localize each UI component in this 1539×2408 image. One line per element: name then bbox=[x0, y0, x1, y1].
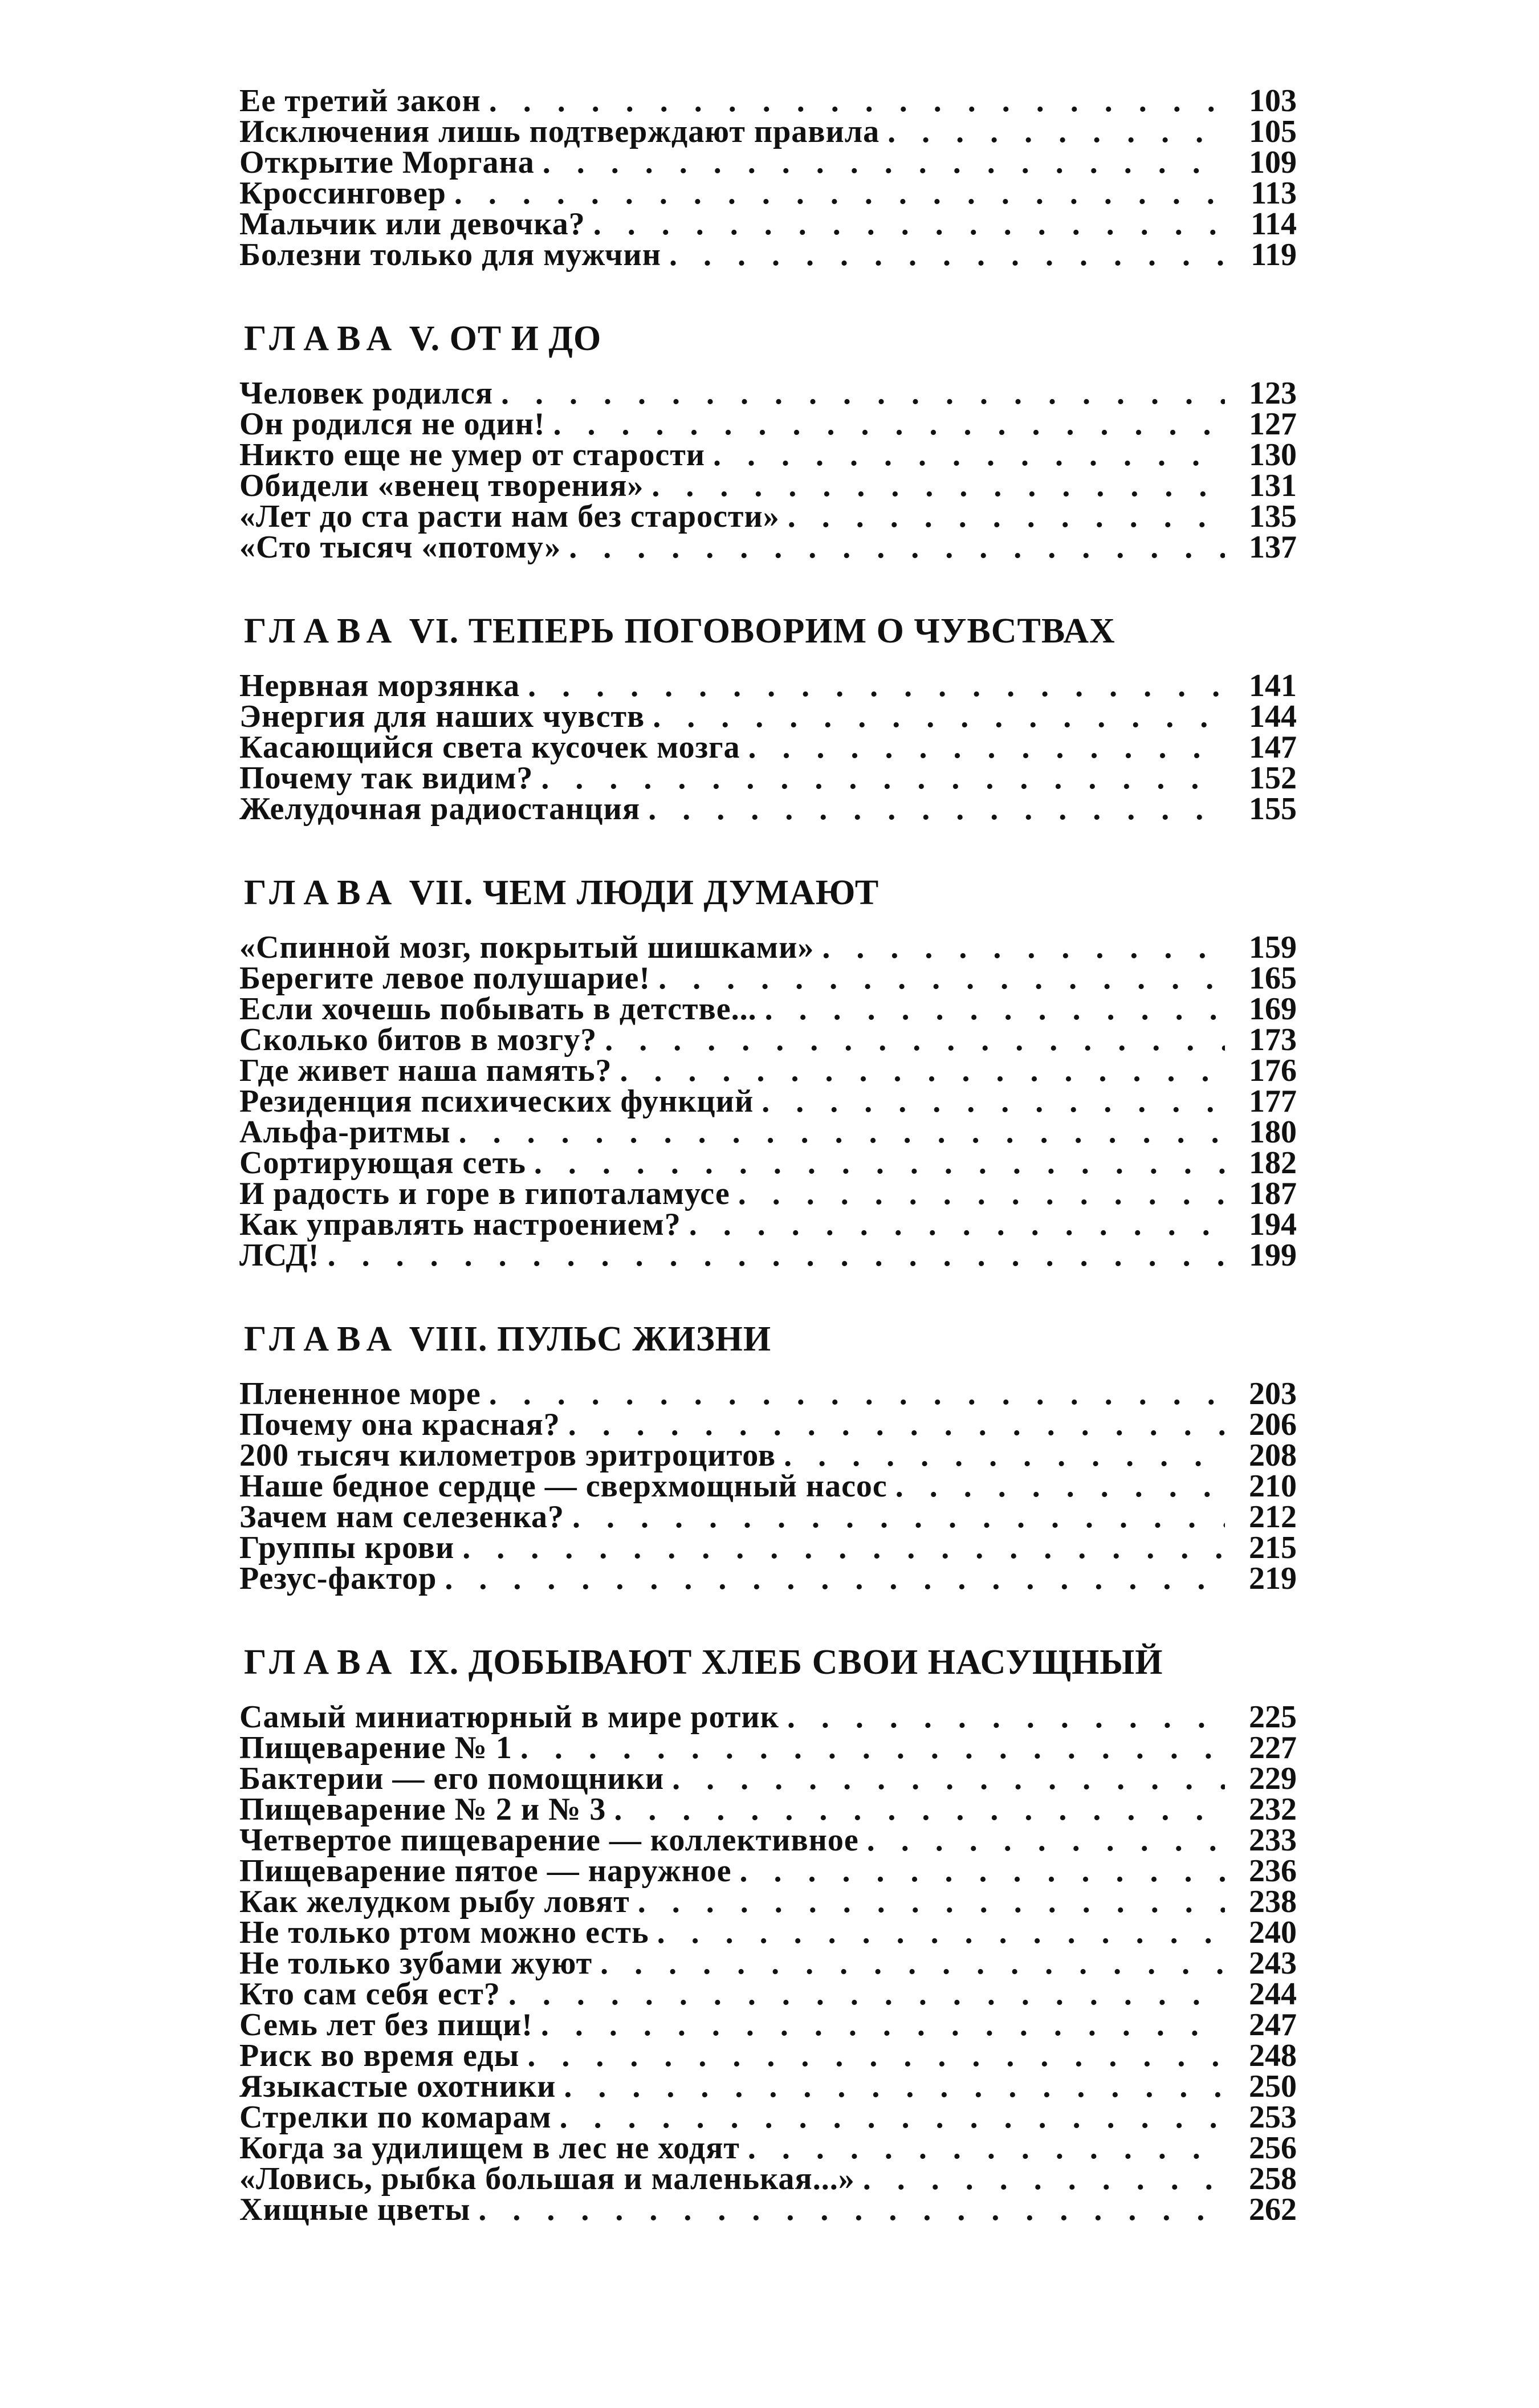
table-of-contents bbox=[239, 83, 1297, 2227]
toc-entry bbox=[239, 83, 1297, 119]
entry-page-number: 169 bbox=[1249, 991, 1297, 1027]
entry-title: Нервная морзянка bbox=[239, 668, 520, 703]
chapter-prefix: ГЛАВА bbox=[244, 319, 400, 358]
entry-page-number: 215 bbox=[1249, 1530, 1297, 1565]
entry-page-number: 177 bbox=[1249, 1084, 1297, 1119]
entry-title: Почему так видим? bbox=[239, 760, 534, 796]
entry-title: Плененное море bbox=[239, 1376, 481, 1412]
entry-title: Если хочешь побывать в детстве... bbox=[239, 991, 757, 1027]
toc-entry bbox=[239, 791, 1297, 827]
entry-title: Почему она красная? bbox=[239, 1407, 560, 1442]
chapter-title: VII. ЧЕМ ЛЮДИ ДУМАЮТ bbox=[409, 873, 880, 912]
dot-leader bbox=[445, 1563, 1225, 1594]
toc-entry bbox=[239, 147, 1297, 178]
dot-leader bbox=[328, 1240, 1225, 1271]
entry-page-number: 119 bbox=[1251, 237, 1297, 272]
dot-leader bbox=[652, 470, 1225, 501]
entry-title: Ее третий закон bbox=[239, 83, 481, 119]
toc-entry bbox=[239, 1825, 1297, 1856]
entry-title: Четвертое пищеварение — коллективное bbox=[239, 1823, 859, 1858]
dot-leader bbox=[653, 701, 1225, 732]
dot-leader bbox=[895, 1471, 1225, 1502]
entry-title: Резиденция психических функций bbox=[239, 1084, 754, 1119]
entry-page-number: 232 bbox=[1249, 1792, 1297, 1827]
entry-title: Самый миниатюрный в мире ротик bbox=[239, 1699, 779, 1735]
entry-title: Не только ртом можно есть bbox=[239, 1915, 649, 1950]
dot-leader bbox=[543, 147, 1225, 178]
toc-entry bbox=[239, 670, 1297, 701]
entry-page-number: 194 bbox=[1249, 1207, 1297, 1242]
toc-entry bbox=[239, 501, 1297, 532]
entry-page-number: 256 bbox=[1249, 2130, 1297, 2166]
dot-leader bbox=[748, 2133, 1225, 2163]
entry-page-number: 225 bbox=[1249, 1699, 1297, 1735]
entry-page-number: 238 bbox=[1249, 1884, 1297, 1919]
toc-entry bbox=[239, 239, 1297, 270]
toc-entry bbox=[239, 1409, 1297, 1440]
toc-entry bbox=[239, 2194, 1297, 2225]
dot-leader bbox=[569, 532, 1225, 563]
toc-entry bbox=[239, 1240, 1297, 1271]
dot-leader bbox=[658, 963, 1225, 994]
dot-leader bbox=[657, 1917, 1225, 1948]
toc-entry bbox=[239, 1376, 1297, 1412]
entry-page-number: 182 bbox=[1249, 1145, 1297, 1181]
entry-page-number: 176 bbox=[1249, 1053, 1297, 1088]
entry-page-number: 131 bbox=[1249, 468, 1297, 503]
entry-title: Пищеварение пятое — наружное bbox=[239, 1853, 732, 1889]
toc-entry bbox=[239, 1532, 1297, 1563]
toc-entry bbox=[239, 116, 1297, 147]
dot-leader bbox=[572, 1502, 1225, 1532]
entry-title: Языкастые охотники bbox=[239, 2069, 556, 2104]
toc-entry bbox=[239, 1178, 1297, 1209]
toc-entry bbox=[239, 406, 1297, 442]
dot-leader bbox=[738, 1178, 1225, 1209]
entry-title: Как желудком рыбу ловят bbox=[239, 1884, 630, 1919]
toc-entry bbox=[239, 1948, 1297, 1979]
dot-leader bbox=[534, 1148, 1225, 1178]
entry-page-number: 243 bbox=[1249, 1946, 1297, 1981]
chapter-heading bbox=[244, 873, 1297, 913]
toc-entry bbox=[239, 1086, 1297, 1117]
entry-title: Энергия для наших чувств bbox=[239, 699, 645, 734]
dot-leader bbox=[501, 378, 1225, 409]
chapter-prefix: ГЛАВА bbox=[244, 873, 400, 912]
entry-page-number: 253 bbox=[1249, 2100, 1297, 2135]
dot-leader bbox=[564, 2071, 1225, 2102]
toc-entry bbox=[239, 532, 1297, 563]
dot-leader bbox=[520, 1732, 1225, 1763]
entry-title: Он родился не один! bbox=[239, 406, 545, 442]
entry-page-number: 258 bbox=[1249, 2161, 1297, 2197]
entry-title: Альфа-ритмы bbox=[239, 1114, 451, 1150]
entry-page-number: 208 bbox=[1249, 1438, 1297, 1473]
entry-page-number: 203 bbox=[1249, 1376, 1297, 1412]
toc-entry bbox=[239, 178, 1297, 209]
entry-page-number: 219 bbox=[1249, 1561, 1297, 1596]
toc-entry bbox=[239, 1024, 1297, 1055]
entry-page-number: 137 bbox=[1249, 530, 1297, 565]
entry-title: «Сто тысяч «потому» bbox=[239, 530, 561, 565]
toc-entry bbox=[239, 1471, 1297, 1502]
entry-title: Исключения лишь подтверждают правила bbox=[239, 114, 880, 149]
entry-page-number: 187 bbox=[1249, 1176, 1297, 1211]
entry-page-number: 180 bbox=[1249, 1114, 1297, 1150]
entry-title: Никто еще не умер от старости bbox=[239, 437, 705, 473]
entry-title: Как управлять настроением? bbox=[239, 1207, 681, 1242]
toc-entry bbox=[239, 732, 1297, 763]
toc-section-chapter-8 bbox=[239, 1319, 1297, 1594]
entry-page-number: 240 bbox=[1249, 1915, 1297, 1950]
toc-entry bbox=[239, 437, 1297, 473]
entry-title: Кто сам себя ест? bbox=[239, 1976, 500, 2012]
entry-page-number: 244 bbox=[1249, 1976, 1297, 2012]
toc-entry bbox=[239, 1055, 1297, 1086]
chapter-heading bbox=[244, 611, 1297, 651]
entry-title: ЛСД! bbox=[239, 1238, 320, 1273]
entry-page-number: 113 bbox=[1251, 176, 1297, 211]
dot-leader bbox=[669, 239, 1225, 270]
toc-entry bbox=[239, 1145, 1297, 1181]
dot-leader bbox=[553, 409, 1225, 440]
toc-entry bbox=[239, 1440, 1297, 1471]
entry-title: Когда за удилищем в лес не ходят bbox=[239, 2130, 740, 2166]
dot-leader bbox=[713, 440, 1225, 470]
dot-leader bbox=[593, 209, 1225, 239]
entry-title: Сколько битов в мозгу? bbox=[239, 1022, 597, 1057]
toc-entry bbox=[239, 378, 1297, 409]
chapter-prefix: ГЛАВА bbox=[244, 612, 400, 650]
chapter-title: V. ОТ И ДО bbox=[409, 319, 602, 358]
toc-entry bbox=[239, 1209, 1297, 1240]
dot-leader bbox=[863, 2163, 1225, 2194]
entry-page-number: 227 bbox=[1249, 1730, 1297, 1766]
entry-title: Человек родился bbox=[239, 376, 494, 411]
dot-leader bbox=[689, 1209, 1225, 1240]
entry-title: Желудочная радиостанция bbox=[239, 791, 641, 827]
entry-title: «Лет до ста расти нам без старости» bbox=[239, 499, 780, 534]
entry-page-number: 130 bbox=[1249, 437, 1297, 473]
entry-page-number: 144 bbox=[1249, 699, 1297, 734]
entry-title: Резус-фактор bbox=[239, 1561, 437, 1596]
toc-entry bbox=[239, 1114, 1297, 1150]
chapter-title: VIII. ПУЛЬС ЖИЗНИ bbox=[409, 1320, 772, 1358]
entry-page-number: 247 bbox=[1249, 2007, 1297, 2043]
dot-leader bbox=[765, 994, 1225, 1024]
dot-leader bbox=[748, 732, 1225, 763]
entry-title: Где живет наша память? bbox=[239, 1053, 612, 1088]
entry-page-number: 114 bbox=[1251, 206, 1297, 242]
dot-leader bbox=[788, 501, 1225, 532]
dot-leader bbox=[620, 1055, 1225, 1086]
toc-entry bbox=[239, 1917, 1297, 1948]
entry-page-number: 173 bbox=[1249, 1022, 1297, 1057]
entry-title: 200 тысяч километров эритроцитов bbox=[239, 1438, 776, 1473]
entry-page-number: 123 bbox=[1249, 376, 1297, 411]
toc-entry bbox=[239, 1976, 1297, 2012]
entry-title: Пищеварение № 2 и № 3 bbox=[239, 1792, 606, 1827]
dot-leader bbox=[787, 1702, 1225, 1732]
toc-entry bbox=[239, 2161, 1297, 2197]
toc-entry bbox=[239, 2007, 1297, 2043]
toc-entry bbox=[239, 1499, 1297, 1535]
entry-title: Берегите левое полушарие! bbox=[239, 961, 651, 996]
chapter-heading bbox=[244, 319, 1297, 359]
toc-entry bbox=[239, 1763, 1297, 1794]
chapter-heading bbox=[244, 1642, 1297, 1682]
dot-leader bbox=[600, 1948, 1225, 1979]
dot-leader bbox=[614, 1794, 1225, 1825]
entry-page-number: 165 bbox=[1249, 961, 1297, 996]
entry-title: Пищеварение № 1 bbox=[239, 1730, 512, 1766]
entry-title: Кроссинговер bbox=[239, 176, 446, 211]
dot-leader bbox=[560, 2102, 1225, 2133]
dot-leader bbox=[887, 116, 1225, 147]
dot-leader bbox=[462, 1532, 1225, 1563]
entry-page-number: 199 bbox=[1249, 1238, 1297, 1273]
entry-title: Бактерии — его помощники bbox=[239, 1761, 665, 1796]
entry-page-number: 210 bbox=[1249, 1469, 1297, 1504]
dot-leader bbox=[638, 1886, 1225, 1917]
toc-entry bbox=[239, 1853, 1297, 1889]
entry-page-number: 229 bbox=[1249, 1761, 1297, 1796]
entry-page-number: 212 bbox=[1249, 1499, 1297, 1535]
toc-section-continued bbox=[239, 83, 1297, 272]
entry-page-number: 250 bbox=[1249, 2069, 1297, 2104]
toc-entry bbox=[239, 1886, 1297, 1917]
toc-entry bbox=[239, 701, 1297, 732]
toc-entry bbox=[239, 991, 1297, 1027]
toc-entry bbox=[239, 1699, 1297, 1735]
entry-title: Наше бедное сердце — сверхмощный насос bbox=[239, 1469, 887, 1504]
entry-title: Сортирующая сеть bbox=[239, 1145, 526, 1181]
dot-leader bbox=[541, 763, 1225, 794]
toc-section-chapter-7 bbox=[239, 873, 1297, 1271]
toc-entry bbox=[239, 2071, 1297, 2102]
dot-leader bbox=[489, 1378, 1225, 1409]
toc-section-chapter-6 bbox=[239, 611, 1297, 827]
chapter-prefix: ГЛАВА bbox=[244, 1643, 400, 1682]
entry-page-number: 233 bbox=[1249, 1823, 1297, 1858]
entry-title: Зачем нам селезенка? bbox=[239, 1499, 565, 1535]
entry-page-number: 103 bbox=[1249, 83, 1297, 119]
entry-title: Хищные цветы bbox=[239, 2192, 471, 2227]
chapter-title: IX. ДОБЫВАЮТ ХЛЕБ СВОИ НАСУЩНЫЙ bbox=[409, 1643, 1163, 1682]
entry-title: Риск во время еды bbox=[239, 2038, 520, 2073]
entry-title: «Спинной мозг, покрытый шишками» bbox=[239, 930, 815, 965]
toc-entry bbox=[239, 932, 1297, 963]
dot-leader bbox=[784, 1440, 1225, 1471]
dot-leader bbox=[672, 1763, 1225, 1794]
toc-entry bbox=[239, 963, 1297, 994]
toc-entry bbox=[239, 2040, 1297, 2071]
entry-page-number: 109 bbox=[1249, 145, 1297, 180]
toc-section-chapter-9 bbox=[239, 1642, 1297, 2225]
dot-leader bbox=[541, 2010, 1225, 2040]
entry-title: Стрелки по комарам bbox=[239, 2100, 552, 2135]
toc-entry bbox=[239, 1563, 1297, 1594]
entry-title: Не только зубами жуют bbox=[239, 1946, 593, 1981]
entry-page-number: 262 bbox=[1249, 2192, 1297, 2227]
dot-leader bbox=[739, 1856, 1225, 1886]
entry-title: Группы крови bbox=[239, 1530, 455, 1565]
dot-leader bbox=[867, 1825, 1225, 1856]
toc-section-chapter-5 bbox=[239, 319, 1297, 563]
entry-page-number: 159 bbox=[1249, 930, 1297, 965]
chapter-title: VI. ТЕПЕРЬ ПОГОВОРИМ О ЧУВСТВАХ bbox=[409, 612, 1115, 650]
entry-title: Открытие Моргана bbox=[239, 145, 535, 180]
dot-leader bbox=[605, 1024, 1225, 1055]
entry-page-number: 236 bbox=[1249, 1853, 1297, 1889]
entry-title: Семь лет без пищи! bbox=[239, 2007, 533, 2043]
dot-leader bbox=[762, 1086, 1225, 1117]
entry-title: Обидели «венец творения» bbox=[239, 468, 644, 503]
toc-entry bbox=[239, 1730, 1297, 1766]
dot-leader bbox=[822, 932, 1225, 963]
toc-entry bbox=[239, 470, 1297, 501]
entry-page-number: 248 bbox=[1249, 2038, 1297, 2073]
dot-leader bbox=[568, 1409, 1225, 1440]
entry-page-number: 147 bbox=[1249, 730, 1297, 765]
entry-title: И радость и горе в гипоталамусе bbox=[239, 1176, 730, 1211]
entry-page-number: 141 bbox=[1249, 668, 1297, 703]
dot-leader bbox=[527, 2040, 1225, 2071]
entry-title: Мальчик или девочка? bbox=[239, 206, 585, 242]
toc-entry bbox=[239, 760, 1297, 796]
entry-title: Касающийся света кусочек мозга bbox=[239, 730, 740, 765]
entry-page-number: 127 bbox=[1249, 406, 1297, 442]
dot-leader bbox=[508, 1979, 1225, 2010]
dot-leader bbox=[454, 178, 1225, 209]
toc-entry bbox=[239, 2102, 1297, 2133]
toc-entry bbox=[239, 1794, 1297, 1825]
dot-leader bbox=[459, 1117, 1225, 1148]
chapter-heading bbox=[244, 1319, 1297, 1359]
dot-leader bbox=[478, 2194, 1225, 2225]
entry-page-number: 135 bbox=[1249, 499, 1297, 534]
dot-leader bbox=[648, 794, 1225, 824]
entry-title: Болезни только для мужчин bbox=[239, 237, 661, 272]
entry-page-number: 206 bbox=[1249, 1407, 1297, 1442]
entry-page-number: 152 bbox=[1249, 760, 1297, 796]
chapter-prefix: ГЛАВА bbox=[244, 1320, 400, 1358]
dot-leader bbox=[528, 670, 1225, 701]
entry-title: «Ловись, рыбка большая и маленькая...» bbox=[239, 2161, 855, 2197]
toc-entry bbox=[239, 206, 1297, 242]
dot-leader bbox=[489, 86, 1225, 116]
entry-page-number: 105 bbox=[1249, 114, 1297, 149]
entry-page-number: 155 bbox=[1249, 791, 1297, 827]
toc-entry bbox=[239, 2130, 1297, 2166]
